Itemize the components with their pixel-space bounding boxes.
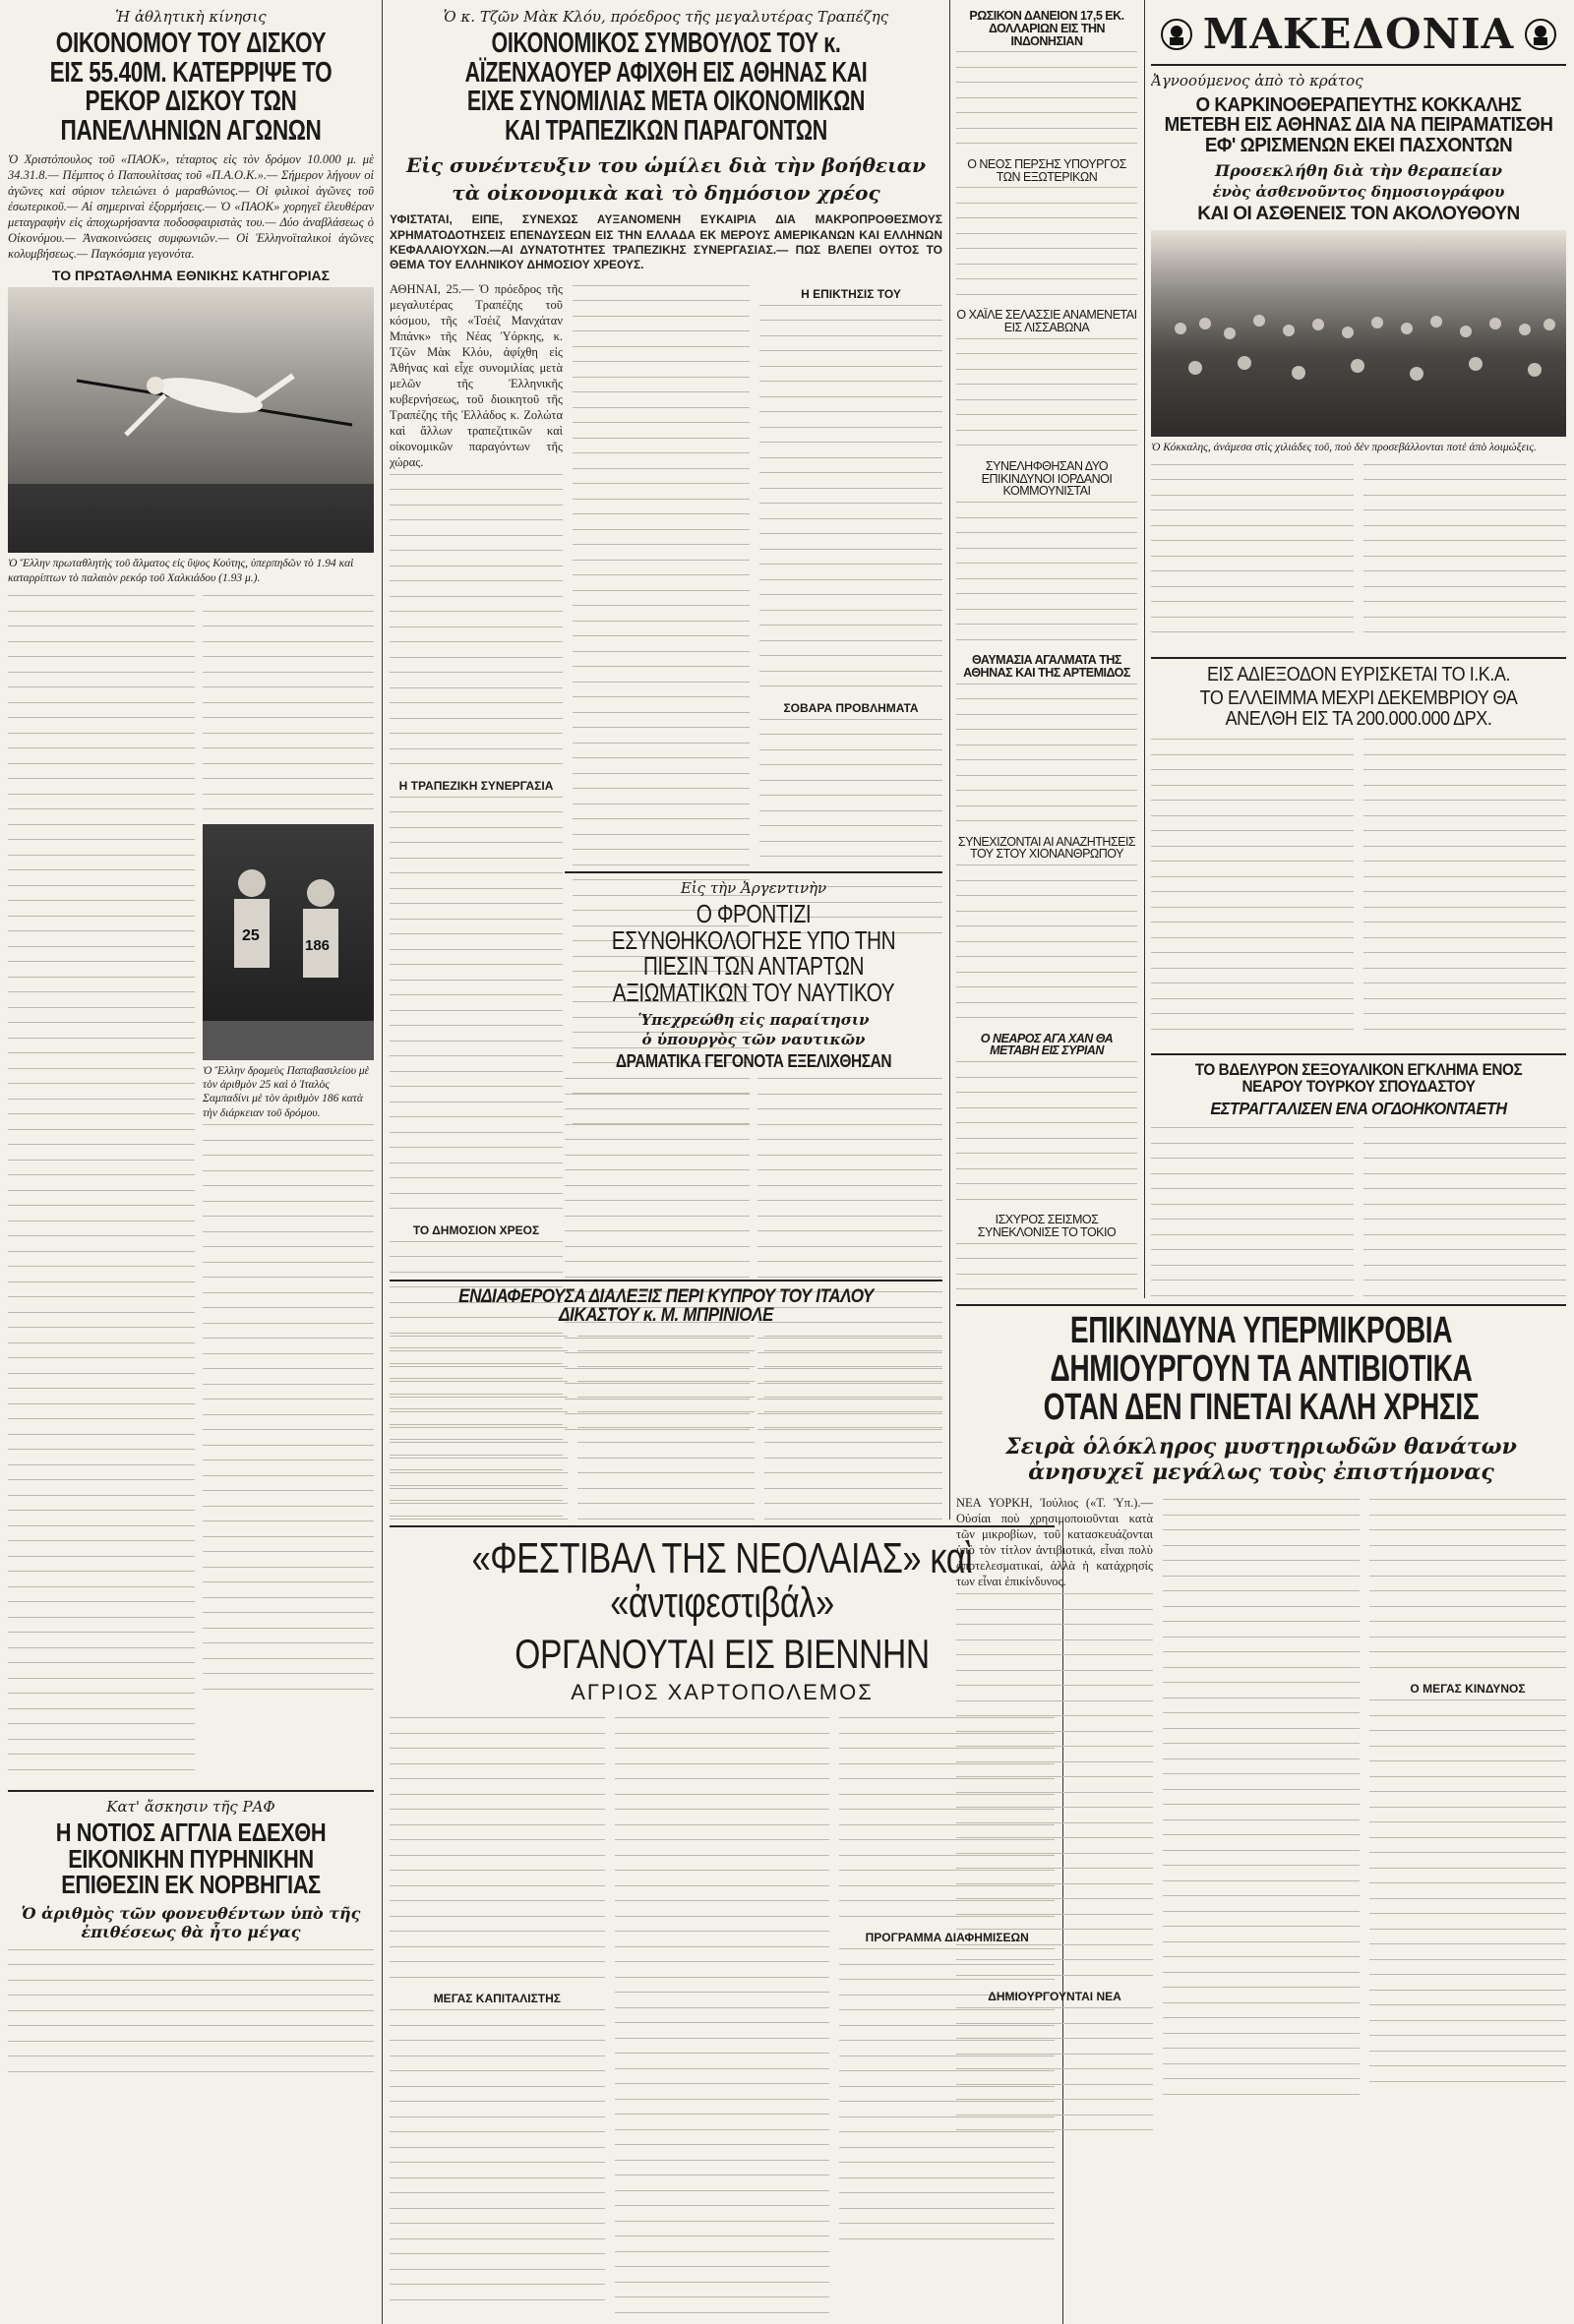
crowd-photo: [1151, 230, 1566, 437]
text-block: [1363, 739, 1566, 1043]
sports-lead: Ὁ Χριστόπουλος τοῦ «ΠΑΟΚ», τέταρτος εἰς τὸν δρόμον 10.000 μ. μὲ 34.31.8.— Πέμπτος ὁ Παπουλίτσας τοῦ «Π.Α.Ο.Κ.».— Σήμερον λήγουν οἱ ἀγῶνες καὶ σύριον τελειώνει ὁ μαραθώνιος.— Οἱ φιλικοὶ ἀγῶνες τοῦ ἐσωτερικοῦ.— Αἱ σημεριναὶ ἐξορμήσεις.— Ὁ «ΠΑΟΚ» χορηγεῖ ἐλευθέραν μεταγραφὴν εἰς ἀποχωρήσαντα ποδοσφαιριστὰς του.— Δύο ἀναβλάσεως ὁ Οἰκονόμου.— Ἀνακοινώσεις συμφωνιῶν.— Οἱ Ἑλληνοϊταλικοὶ ἀγῶνες κολυμβήσεως.— Παγκόσμια γεγονότα.: [8, 152, 374, 262]
crowd-icon: [1151, 230, 1566, 437]
masthead: [1151, 10, 1566, 58]
loan-headline: ΡΩΣΙΚΟΝ ΔΑΝΕΙΟΝ 17,5 ΕΚ. ΔΟΛΛΑΡΙΩΝ ΕΙΣ ΤΗΝ ΙΝΔΟΝΗΣΙΑΝ: [969, 9, 1124, 48]
text-block: [956, 1061, 1137, 1207]
finance-sub2: τὰ οἰκονομικὰ καὶ τὸ δημόσιον χρέος: [452, 181, 880, 206]
text-block: [203, 1124, 374, 1697]
festival-h2: ΠΡΟΓΡΑΜΜΑ ΔΙΑΦΗΜΙΣΕΩΝ: [865, 1931, 1029, 1945]
raf-subheadline: Ὁ ἀριθμὸς τῶν φονευθέντων ὑπὸ τῆς ἐπιθέσεως θὰ ἦτο μέγας: [21, 1903, 361, 1941]
text-block: [956, 51, 1137, 150]
finance-kicker: Ὁ κ. Τζῶν Μὰκ Κλόυ, πρόεδρος τῆς μεγαλυτέρας Τραπέζης: [443, 8, 889, 26]
kokkalis-headline: Ο ΚΑΡΚΙΝΟΘΕΡΑΠΕΥΤΗΣ ΚΟΚΚΑΛΗΣ ΜΕΤΕΒΗ ΕΙΣ ΑΘΗΝΑΣ ΔΙΑ ΝΑ ΠΕΙΡΑΜΑΤΙΣΘΗ ΕΦ' ΩΡΙΣΜΕΝΩΝ ΕΚΕΙ ΠΑΣΧΟΝΤΩΝ: [1164, 94, 1553, 156]
kokkalis-sub2: ἑνὸς ἀσθενοῦντος δημοσιογράφου: [1212, 183, 1505, 202]
kokkalis-kicker: Ἀγνοούμενος ἀπὸ τὸ κράτος: [1151, 72, 1363, 89]
selassie-headline: Ο ΧΑΪΛΕ ΣΕΛΑΣΣΙΕ ΑΝΑΜΕΝΕΤΑΙ ΕΙΣ ΛΙΣΣΑΒΩΝΑ: [956, 308, 1137, 334]
text-block: [1363, 464, 1566, 647]
antibiotics-h1: Ο ΜΕΓΑΣ ΚΙΝΔΥΝΟΣ: [1410, 1682, 1526, 1697]
quake-headline: ΙΣΧΥΡΟΣ ΣΕΙΣΜΟΣ ΣΥΝΕΚΛΟΝΙΣΕ ΤΟ ΤΟΚΙΟ: [977, 1213, 1117, 1239]
text-block: [1369, 1499, 1566, 1675]
text-block: [1369, 1699, 1566, 2089]
crime-kicker: ΤΟ ΒΔΕΛΥΡΟΝ ΣΕΞΟΥΑΛΙΚΟΝ ΕΓΚΛΗΜΑ ΕΝΟΣ ΝΕΑΡΟΥ ΤΟΥΡΚΟΥ ΣΠΟΥΔΑΣΤΟΥ: [1194, 1060, 1523, 1097]
svg-text:25: 25: [242, 926, 260, 944]
antibiotics-story: [956, 1298, 1566, 2324]
festival-subheadline: ΟΡΓΑΝΟΥΤΑΙ ΕΙΣ ΒΙΕΝΝΗΝ: [515, 1630, 930, 1677]
finance-sub1: Εἰς συνέντευξιν του ὡμίλει διὰ τὴν βοήθειαν: [405, 153, 927, 178]
runners-photo: [203, 824, 374, 1060]
ika-headline: ΕΙΣ ΑΔΙΕΞΟΔΟΝ ΕΥΡΙΣΚΕΤΑΙ ΤΟ Ι.Κ.Α.: [1206, 663, 1511, 685]
column-rule: [949, 0, 950, 1520]
text-block: [1151, 464, 1354, 647]
h-sovara: ΣΟΒΑΡΑ ΠΡΟΒΛΗΜΑΤΑ: [783, 700, 919, 715]
h-trapeziki: Η ΤΡΑΠΕΖΙΚΗ ΣΥΝΕΡΓΑΣΙΑ: [398, 778, 554, 793]
high-jump-photo: [8, 287, 374, 553]
text-block: [390, 1717, 605, 1985]
argentina-sub2: ὁ ὑπουργὸς τῶν ναυτικῶν: [641, 1031, 866, 1049]
masthead-title: ΜΑΚΕΔΟΝΙΑ: [1202, 10, 1515, 58]
argentina-kicker: Εἰς τὴν Ἀργεντινὴν: [680, 879, 827, 897]
athlete-silhouette-icon: [8, 287, 374, 553]
text-block: [577, 1336, 756, 1520]
text-block: [1151, 739, 1354, 1043]
persia-headline: Ο ΝΕΟΣ ΠΕΡΣΗΣ ΥΠΟΥΡΓΟΣ ΤΩΝ ΕΞΩΤΕΡΙΚΩΝ: [967, 156, 1126, 184]
cyprus-headline: ΕΝΔΙΑΦΕΡΟΥΣΑ ΔΙΑΛΕΞΙΣ ΠΕΡΙ ΚΥΠΡΟΥ ΤΟΥ ΙΤΑΛΟΥ ΔΙΚΑΣΤΟΥ κ. Μ. ΜΠΡΙΝΙΟΛΕ: [458, 1286, 874, 1327]
text-block: [956, 187, 1137, 302]
text-block: [956, 502, 1137, 647]
finance-lead: ΥΦΙΣΤΑΤΑΙ, ΕΙΠΕ, ΣΥΝΕΧΩΣ ΑΥΞΑΝΟΜΕΝΗ ΕΥΚΑΙΡΙΑ ΔΙΑ ΜΑΚΡΟΠΡΟΘΕΣΜΟΥΣ ΧΡΗΜΑΤΟΔΟΤΗΣΕΙΣ ΕΠΕΝΔΥΣΕΩΝ ΕΙΣ ΤΗΝ ΕΛΛΑΔΑ ΕΚ ΜΕΡΟΥΣ ΑΜΕΡΙΚΑΝΩΝ ΚΑΙ ΕΛΛΗΝΩΝ ΚΕΦΑΛΑΙΟΥΧΩΝ.—ΑΙ ΔΥΝΑΤΟΤΗΤΕΣ ΤΡΑΠΕΖΙΚΗΣ ΣΥΝΕΡΓΑΣΙΑΣ.— ΠΩΣ ΒΛΕΠΕΙ ΟΥΤΟΣ ΤΟ ΘΕΜΑ ΤΟΥ ΕΛΛΗΝΙΚΟΥ ΔΗΜΟΣΙΟΥ ΧΡΕΟΥΣ.: [390, 212, 942, 272]
h-dimosion: ΤΟ ΔΗΜΟΣΙΟΝ ΧΡΕΟΣ: [412, 1222, 540, 1237]
jordan-headline: ΣΥΝΕΛΗΦΘΗΣΑΝ ΔΥΟ ΕΠΙΚΙΝΔΥΝΟΙ ΙΟΡΔΑΝΟΙ ΚΟΜΜΟΥΝΙΣΤΑΙ: [981, 458, 1113, 499]
emblem-right-icon: [1524, 18, 1557, 51]
h-epiktisis: Η ΕΠΙΚΤΗΣΙΣ ΤΟΥ: [801, 286, 901, 301]
text-block: [956, 1593, 1153, 1983]
argentina-headline: Ο ΦΡΟΝΤΙΖΙ ΕΣΥΝΘΗΚΟΛΟΓΗΣΕ ΥΠΟ ΤΗΝ ΠΙΕΣΙΝ ΤΩΝ ΑΝΤΑΡΤΩΝ ΑΞΙΩΜΑΤΙΚΩΝ ΤΟΥ ΝΑΥΤΙΚΟΥ: [611, 899, 896, 1007]
text-block: [390, 797, 563, 1217]
high-jump-caption: Ὁ Ἕλλην πρωταθλητὴς τοῦ ἅλματος εἰς ὕψος Κούτης, ὑπερπηδῶν τὸ 1.94 καὶ καταρρίπτων τὸ παλαιὸν ρεκόρ τοῦ Χαλκιάδου (1.93 μ.).: [8, 558, 354, 584]
column-kokkalis: [1151, 0, 1566, 1298]
argentina-sub3: ΔΡΑΜΑΤΙΚΑ ΓΕΓΟΝΟΤΑ ΕΞΕΛΙΧΘΗΣΑΝ: [615, 1051, 892, 1072]
text-block: [1163, 1499, 1360, 2102]
antibiotics-lead: ΝΕΑ ΥΟΡΚΗ, Ἰούλιος («Τ. Ὑπ.).— Οὐσίαι ποὺ χρησιμοποιοῦνται κατὰ τῶν μικροβίων, τοῦ κατασκευάζονται ὑπὸ τὸν τίτλον ἀντιβιοτικά, εἶναι πολὺ ἀποτελεσματικαί, ἀλλὰ ἡ κατάχρησίς των εἶναι ἐπικίνδυνος.: [956, 1496, 1153, 1589]
crime-headline: ΕΣΤΡΑΓΓΑΛΙΣΕΝ ΕΝΑ ΟΓΔΟΗΚΟΝΤΑΕΤΗ: [1210, 1098, 1507, 1118]
text-block: [956, 864, 1137, 1025]
festival-story: [390, 1520, 1055, 2324]
column-rule: [1144, 0, 1145, 1298]
argentina-sub1: Ὑπεχρεώθη εἰς παραίτησιν: [637, 1011, 870, 1030]
sports-headline: ΟΙΚΟΝΟΜΟΥ ΤΟΥ ΔΙΣΚΟΥ ΕΙΣ 55.40Μ. ΚΑΤΕΡΡΙΨΕ ΤΟ ΡΕΚΟΡ ΔΙΣΚΟΥ ΤΩΝ ΠΑΝΕΛΛΗΝΙΩΝ ΑΓΩΝΩΝ: [49, 28, 333, 147]
finance-text: ΑΘΗΝΑΙ, 25.— Ὁ πρόεδρος τῆς μεγαλυτέρας Τραπέζης τοῦ κόσμου, τῆς «Τσέιζ Μανχάταν Μπάνκ» τῆς Νέας Ὑόρκης, κ. Τζῶν Μὰκ Κλόυ, ἀφίχθη εἰς Ἀθήνας καὶ εἶχε συνομιλίας μετὰ μελῶν τῆς Ἑλληνικῆς κυβερνήσεως, τοῦ διοικητοῦ τῆς Τραπέζης τῆς Ἑλλάδος κ. Ζολώτα καὶ ἄλλων τραπεζιτικῶν καὶ οἰκονομικῶν παραγόντων τῆς χώρας.: [390, 281, 563, 469]
kokkalis-sub1: Προσεκλήθη διὰ τὴν θεραπείαν: [1215, 161, 1502, 181]
festival-headline: «ΦΕΣΤΙΒΑΛ ΤΗΣ ΝΕΟΛΑΙΑΣ» καὶ «ἀντιφεστιβάλ»: [471, 1534, 973, 1627]
text-block: [390, 2009, 605, 2307]
text-block: [390, 1336, 568, 1520]
antibiotics-h2: ΔΗΜΙΟΥΡΓΟΥΝΤΑΙ ΝΕΑ: [988, 1990, 1121, 2004]
yeti-headline: ΣΥΝΕΧΙΖΟΝΤΑΙ ΑΙ ΑΝΑΖΗΤΗΣΕΙΣ ΤΟΥ ΣΤΟΥ ΧΙΟΝΑΝΘΡΩΠΟΥ: [957, 834, 1136, 862]
text-block: [1363, 1127, 1566, 1298]
festival-subheadline-2: ΑΓΡΙΟΣ ΧΑΡΤΟΠΟΛΕΜΟΣ: [571, 1679, 874, 1704]
text-block: [759, 305, 942, 694]
runners-silhouette-icon: [203, 824, 374, 1060]
runners-caption: Ὁ Ἕλλην δρομεὺς Παπαβασιλείου μὲ τὸν ἀριθμὸν 25 καὶ ὁ Ἰταλὸς Σαμπαδίνι μὲ τὸν ἀριθμὸν 186 κατὰ τὴν διάρκειαν τοῦ δρόμου.: [203, 1064, 370, 1119]
column-sports: [8, 0, 374, 2324]
raf-headline: Η ΝΟΤΙΟΣ ΑΓΓΛΙΑ ΕΔΕΧΘΗ ΕΙΚΟΝΙΚΗΝ ΠΥΡΗΝΙΚΗΝ ΕΠΙΘΕΣΙΝ ΕΚ ΝΟΡΒΗΓΙΑΣ: [55, 1817, 327, 1900]
text-block: [956, 338, 1137, 453]
emblem-left-icon: [1160, 18, 1193, 51]
text-block: [956, 1243, 1137, 1299]
antibiotics-headline: ΕΠΙΚΙΝΔΥΝΑ ΥΠΕΡΜΙΚΡΟΒΙΑ ΔΗΜΙΟΥΡΓΟΥΝ ΤΑ ΑΝΤΙΒΙΟΤΙΚΑ ΟΤΑΝ ΔΕΝ ΓΙΝΕΤΑΙ ΚΑΛΗ ΧΡΗΣΙΣ: [1043, 1310, 1480, 1428]
agakhan-headline: Ο ΝΕΑΡΟΣ ΑΓΑ ΧΑΝ ΘΑ ΜΕΤΑΒΗ ΕΙΣ ΣΥΡΙΑΝ: [980, 1031, 1114, 1058]
section-title-national: ΤΟ ΠΡΩΤΑΘΛΗΜΑ ΕΘΝΙΚΗΣ ΚΑΤΗΓΟΡΙΑΣ: [51, 268, 331, 284]
text-block: [764, 1336, 942, 1520]
statues-headline: ΘΑΥΜΑΣΙΑ ΑΓΑΛΜΑΤΑ ΤΗΣ ΑΘΗΝΑΣ ΚΑΙ ΤΗΣ ΑΡΤΕΜΙΔΟΣ: [963, 653, 1130, 680]
text-block: [1151, 1127, 1354, 1298]
raf-kicker: Κατ' ἄσκησιν τῆς ΡΑΦ: [106, 1798, 275, 1817]
column-briefs: [956, 0, 1137, 1298]
text-block: [615, 1717, 830, 2320]
festival-h1: ΜΕΓΑΣ ΚΑΠΙΤΑΛΙΣΤΗΣ: [433, 1992, 561, 2006]
sports-kicker: Ἡ ἀθλητικὴ κίνησις: [115, 8, 267, 26]
svg-text:186: 186: [305, 936, 331, 954]
ika-subheadline: ΤΟ ΕΛΛΕΙΜΜΑ ΜΕΧΡΙ ΔΕΚΕΜΒΡΙΟΥ ΘΑ ΑΝΕΛΘΗ ΕΙΣ ΤΑ 200.000.000 ΔΡΧ.: [1199, 687, 1518, 730]
text-block: [203, 595, 374, 816]
crowd-caption: Ὁ Κόκκαλης, ἀνάμεσα στὶς χιλιάδες τοῦ, ποὺ δὲν προσεβάλλονται ποτὲ ἀπὸ λοιμώξεις.: [1151, 441, 1537, 453]
text-block: [956, 2007, 1153, 2137]
text-block: [956, 684, 1137, 829]
text-block: [390, 474, 563, 772]
finance-headline: ΟΙΚΟΝΟΜΙΚΟΣ ΣΥΜΒΟΥΛΟΣ ΤΟΥ κ. ΑΪΖΕΝΧΑΟΥΕΡ ΑΦΙΧΘΗ ΕΙΣ ΑΘΗΝΑΣ ΚΑΙ ΕΙΧΕ ΣΥΝΟΜΙΛΙΑΣ ΜΕΤΑ ΟΙΚΟΝΟΜΙΚΩΝ ΚΑΙ ΤΡΑΠΕΖΙΚΩΝ ΠΑΡΑΓΟΝΤΩΝ: [464, 28, 868, 147]
text-block: [8, 1949, 374, 2079]
text-block: [8, 595, 195, 1777]
antibiotics-subheadline: Σειρὰ ὁλόκληρος μυστηριωδῶν θανάτων ἀνησυχεῖ μεγάλως τοὺς ἐπιστήμονας: [1005, 1434, 1517, 1486]
kokkalis-sub3: ΚΑΙ ΟΙ ΑΣΘΕΝΕΙΣ ΤΟΝ ΑΚΟΛΟΥΘΟΥΝ: [1197, 204, 1520, 225]
column-rule: [382, 0, 383, 2324]
column-finance: [390, 0, 942, 1520]
